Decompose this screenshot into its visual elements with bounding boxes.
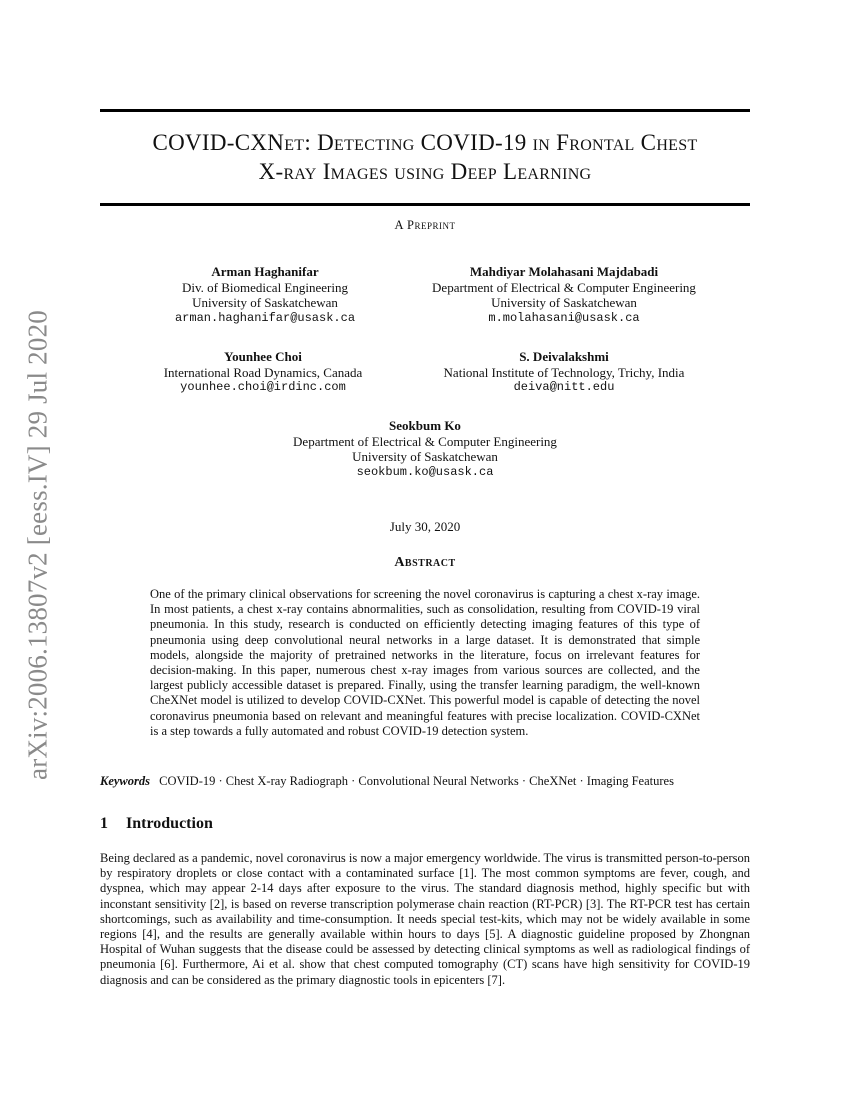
author-affiliation: National Institute of Technology, Trichy, India	[443, 364, 685, 380]
author-block	[143, 349, 383, 396]
preprint-label: A Preprint	[394, 218, 456, 232]
author-name: Seokbum Ko	[389, 418, 461, 433]
author-affiliation: Div. of Biomedical Engineering	[182, 279, 348, 295]
author-block	[414, 349, 714, 396]
author-block	[100, 418, 750, 480]
author-name: Mahdiyar Molahasani Majdabadi	[469, 264, 659, 279]
abstract-heading: Abstract	[394, 555, 456, 570]
title-top-rule	[100, 109, 750, 112]
author-email[interactable]: arman.haghanifar@usask.ca	[174, 310, 356, 325]
author-affiliation: University of Saskatchewan	[192, 295, 338, 310]
author-block	[399, 264, 729, 326]
title-line-2: X-ray Images using Deep Learning	[258, 159, 592, 184]
title-bottom-rule	[100, 203, 750, 206]
arxiv-sidebar-stamp	[18, 300, 58, 790]
author-affiliation: Department of Electrical & Computer Engineering	[293, 433, 557, 449]
keywords-list: COVID-19 · Chest X-ray Radiograph · Convolutional Neural Networks · CheXNet · Imaging Features	[159, 774, 674, 788]
keywords-label: Keywords	[100, 774, 150, 788]
author-email[interactable]: younhee.choi@irdinc.com	[180, 380, 346, 394]
author-block	[150, 264, 380, 326]
author-affiliation: Department of Electrical & Computer Engineering	[432, 279, 696, 295]
paper-title	[100, 128, 750, 186]
author-affiliation: International Road Dynamics, Canada	[163, 364, 363, 380]
author-email[interactable]: seokbum.ko@usask.ca	[356, 464, 494, 479]
author-affiliation: University of Saskatchewan	[491, 295, 637, 310]
arxiv-identifier: arXiv:2006.13807v2 [eess.IV] 29 Jul 2020	[22, 310, 53, 780]
abstract-text: One of the primary clinical observations for screening the novel coronavirus is capturing a chest x-ray image. In most patients, a chest x-ray contains abnormalities, such as consolidation, resulting from COVID-19 viral pneumonia. In this study, research is conducted on efficiently detecting imaging features of this type of pneumonia using deep convolutional neural networks in a large dataset. It is demonstrated that simple models, alongside the majority of pretrained networks in the literature, focus on irrelevant features for decision-making. In this paper, numerous chest x-ray images from various sources are collected, and the largest publicly accessible dataset is prepared. Finally, using the transfer learning paradigm, the well-known CheXNet model is utilized to develop COVID-CXNet. This powerful model is capable of detecting the novel coronavirus pneumonia based on relevant and meaningful features with precise localization. COVID-CXNet is a step towards a fully automated and robust COVID-19 detection system.	[150, 587, 700, 738]
intro-paragraph: Being declared as a pandemic, novel coronavirus is now a major emergency worldwide. The virus is transmitted person-to-person by respiratory droplets or close contact with a contaminated surface [1]. The most common symptoms are fever, cough, and dyspnea, which may appear 2-14 days after exposure to the virus. The standard diagnosis method, highly specific but with inconstant sensitivity [2], is based on reverse transcription polymerase chain reaction (RT-PCR) [3]. The RT-PCR test has certain shortcomings, such as availability and time-consumption. It needs special test-kits, which may not be widely available in some regions [4], and the results are generally available within hours to days [5]. A diagnostic guideline proposed by Zhongnan Hospital of Wuhan suggests that the disease could be assessed by detecting clinical symptoms as well as radiological findings of pneumonia [6]. Furthermore, Ai et al. show that chest computed tomography (CT) scans have high sensitivity for COVID-19 diagnosis and can be considered as the primary diagnostic tools in epicenters [7].	[100, 851, 750, 987]
author-name: Younhee Choi	[224, 349, 302, 364]
keywords-line	[100, 774, 760, 789]
publication-date: July 30, 2020	[389, 519, 461, 534]
author-email[interactable]: m.molahasani@usask.ca	[488, 310, 640, 325]
section-heading	[100, 815, 213, 833]
title-line-1: COVID-CXNet: Detecting COVID-19 in Frontal Chest	[152, 130, 698, 155]
section-number: 1	[100, 815, 108, 832]
author-affiliation: University of Saskatchewan	[352, 449, 498, 464]
author-name: Arman Haghanifar	[211, 264, 319, 279]
section-title: Introduction	[126, 815, 213, 832]
author-name: S. Deivalakshmi	[519, 349, 609, 364]
author-email[interactable]: deiva@nitt.edu	[513, 380, 615, 394]
